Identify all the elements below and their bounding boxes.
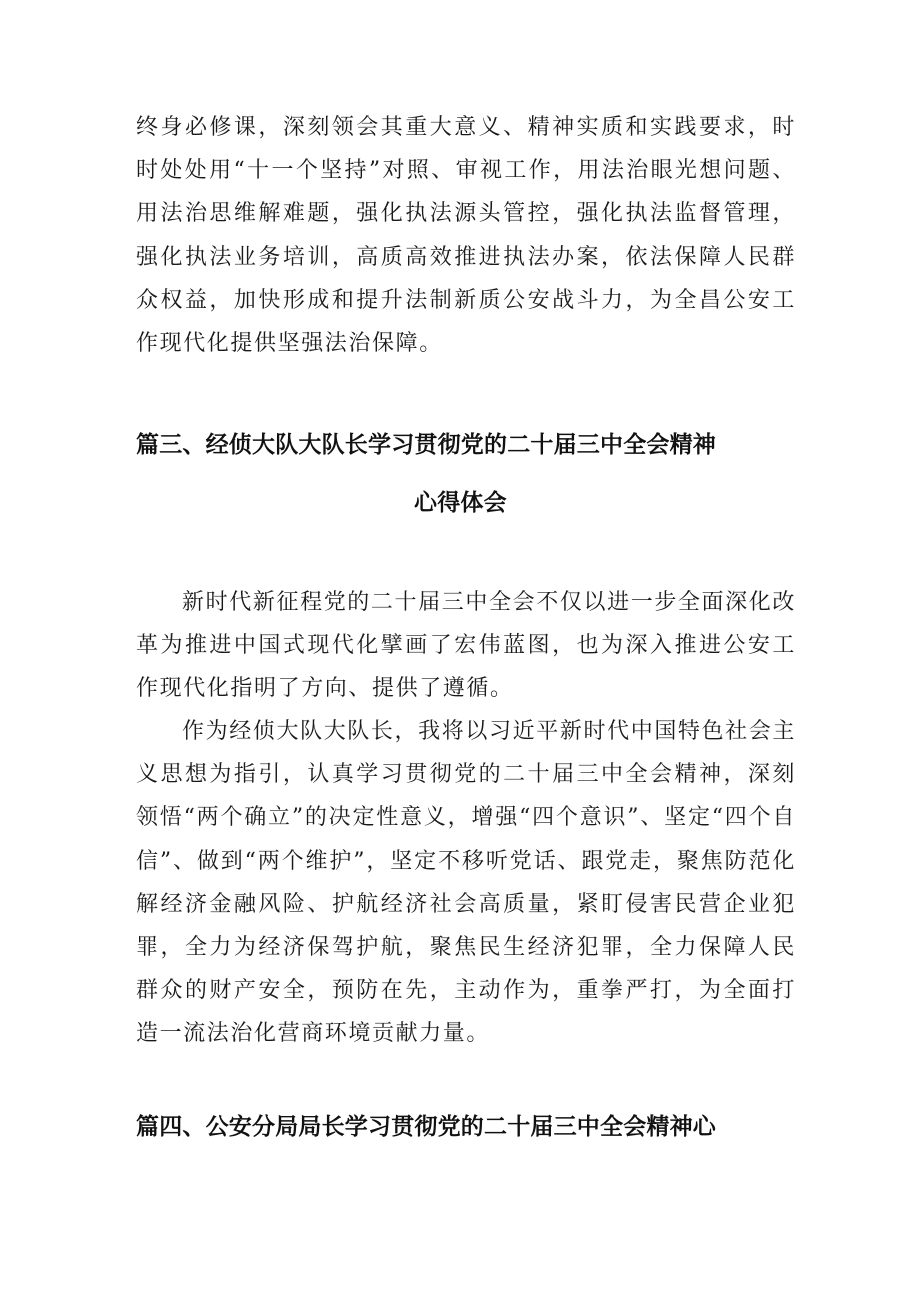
section3-paragraph-1: 新时代新征程党的二十届三中全会不仅以进一步全面深化改革为推进中国式现代化擘画了宏伟蓝图，也为深入推进公安工作现代化指明了方向、提供了遵循。 — [136, 590, 796, 702]
section3-title-line1: 篇三、经侦大队大队长学习贯彻党的二十届三中全会精神 — [136, 432, 716, 458]
section3-title-line2: 心得体会 — [414, 490, 507, 516]
continued-paragraph: 终身必修课，深刻领会其重大意义、精神实质和实践要求，时时处处用“十一个坚持”对照、审视工作，用法治眼光想问题、用法治思维解难题，强化执法源头管控，强化执法监督管理，强化执法业务培训，高质高效推进执法办案，依法保障人民群众权益，加快形成和提升法制新质公安战斗力，为全昌公安工作现代化提供坚强法治保障。 — [136, 115, 796, 357]
section3-paragraph-2: 作为经侦大队大队长，我将以习近平新时代中国特色社会主义思想为指引，认真学习贯彻党的二十届三中全会精神，深刻领悟“两个确立”的决定性意义，增强“四个意识”、坚定“四个自信”、做到“两个维护”，坚定不移听党话、跟党走，聚焦防范化解经济金融风险、护航经济社会高质量，紧盯侵害民营企业犯罪，全力为经济保驾护航，聚焦民生经济犯罪，全力保障人民群众的财产安全，预防在先，主动作为，重拳严打，为全面打造一流法治化营商环境贡献力量。 — [136, 719, 796, 1047]
section4-title-line1: 篇四、公安分局局长学习贯彻党的二十届三中全会精神心 — [136, 1114, 716, 1140]
